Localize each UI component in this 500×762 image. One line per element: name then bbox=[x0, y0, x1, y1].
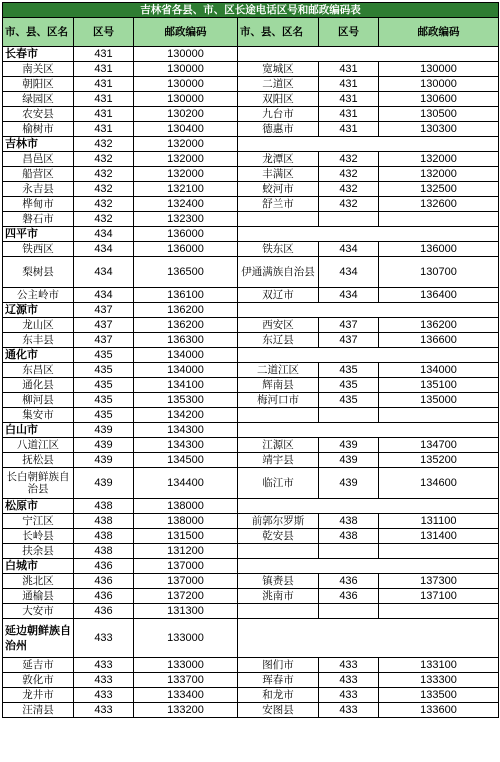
district-name-right: 乾安县 bbox=[238, 529, 319, 544]
table-row bbox=[3, 529, 499, 544]
postal-code-left: 131500 bbox=[134, 529, 238, 544]
district-name-right: 龙潭区 bbox=[238, 152, 319, 167]
city-name: 四平市 bbox=[3, 227, 74, 242]
header-name-left: 市、县、区名 bbox=[3, 18, 74, 47]
district-name-right: 珲春市 bbox=[238, 673, 319, 688]
postal-code-left: 135300 bbox=[134, 393, 238, 408]
city-row bbox=[3, 619, 499, 658]
area-code-left: 433 bbox=[74, 658, 134, 673]
postal-code-left: 130200 bbox=[134, 107, 238, 122]
table-row bbox=[3, 257, 499, 288]
empty-cell bbox=[238, 499, 499, 514]
city-row bbox=[3, 227, 499, 242]
district-name-left: 通化县 bbox=[3, 378, 74, 393]
district-name-left: 集安市 bbox=[3, 408, 74, 423]
postal-code-right: 131400 bbox=[379, 529, 499, 544]
postal-code-table bbox=[2, 2, 499, 718]
postal-code-left: 134500 bbox=[134, 453, 238, 468]
area-code-left: 433 bbox=[74, 703, 134, 718]
area-code-right: 438 bbox=[319, 514, 379, 529]
district-name-left: 抚松县 bbox=[3, 453, 74, 468]
table-row bbox=[3, 77, 499, 92]
area-code-right: 436 bbox=[319, 589, 379, 604]
area-code-left: 435 bbox=[74, 393, 134, 408]
postal-code-right: 131100 bbox=[379, 514, 499, 529]
postal-code-right: 134600 bbox=[379, 468, 499, 499]
district-name-left: 农安县 bbox=[3, 107, 74, 122]
postal-code-right bbox=[379, 544, 499, 559]
postal-code-right: 136400 bbox=[379, 288, 499, 303]
table-container bbox=[2, 2, 498, 718]
district-name-left: 东丰县 bbox=[3, 333, 74, 348]
table-row bbox=[3, 107, 499, 122]
postal-code-left: 133400 bbox=[134, 688, 238, 703]
district-name-right: 九台市 bbox=[238, 107, 319, 122]
district-name-left: 汪清县 bbox=[3, 703, 74, 718]
table-row bbox=[3, 122, 499, 137]
postal-code-right: 133500 bbox=[379, 688, 499, 703]
postal-code-left: 130000 bbox=[134, 62, 238, 77]
postal-code-left: 136100 bbox=[134, 288, 238, 303]
area-code-right: 432 bbox=[319, 167, 379, 182]
area-code-right: 433 bbox=[319, 688, 379, 703]
table-row bbox=[3, 658, 499, 673]
district-name-left: 洮北区 bbox=[3, 574, 74, 589]
table-title: 吉林省各县、市、区长途电话区号和邮政编码表 bbox=[3, 3, 499, 18]
area-code-left: 433 bbox=[74, 688, 134, 703]
empty-cell bbox=[238, 423, 499, 438]
area-code-left: 438 bbox=[74, 514, 134, 529]
district-name-right: 蛟河市 bbox=[238, 182, 319, 197]
table-row bbox=[3, 167, 499, 182]
header-name-right: 市、县、区名 bbox=[238, 18, 319, 47]
postal-code-right bbox=[379, 604, 499, 619]
area-code-left: 432 bbox=[74, 212, 134, 227]
city-area-code: 438 bbox=[74, 499, 134, 514]
district-name-right: 舒兰市 bbox=[238, 197, 319, 212]
district-name-left: 龙山区 bbox=[3, 318, 74, 333]
table-row bbox=[3, 197, 499, 212]
postal-code-right: 130500 bbox=[379, 107, 499, 122]
table-row bbox=[3, 393, 499, 408]
area-code-right: 439 bbox=[319, 438, 379, 453]
district-name-right: 双阳区 bbox=[238, 92, 319, 107]
district-name-left: 延吉市 bbox=[3, 658, 74, 673]
district-name-right: 梅河口市 bbox=[238, 393, 319, 408]
district-name-right: 二道区 bbox=[238, 77, 319, 92]
table-row bbox=[3, 318, 499, 333]
city-row bbox=[3, 303, 499, 318]
table-row bbox=[3, 242, 499, 257]
district-name-left: 铁西区 bbox=[3, 242, 74, 257]
city-row bbox=[3, 559, 499, 574]
district-name-left: 绿园区 bbox=[3, 92, 74, 107]
postal-code-left: 130000 bbox=[134, 92, 238, 107]
postal-code-left: 130000 bbox=[134, 77, 238, 92]
postal-code-right: 134000 bbox=[379, 363, 499, 378]
district-name-right: 西安区 bbox=[238, 318, 319, 333]
area-code-right: 432 bbox=[319, 182, 379, 197]
city-area-code: 433 bbox=[74, 619, 134, 658]
title-row bbox=[3, 3, 499, 18]
city-row bbox=[3, 137, 499, 152]
table-row bbox=[3, 152, 499, 167]
district-name-left: 长白朝鲜族自治县 bbox=[3, 468, 74, 499]
city-area-code: 437 bbox=[74, 303, 134, 318]
area-code-left: 433 bbox=[74, 673, 134, 688]
area-code-left: 432 bbox=[74, 167, 134, 182]
postal-code-left: 136200 bbox=[134, 318, 238, 333]
area-code-right bbox=[319, 544, 379, 559]
district-name-left: 大安市 bbox=[3, 604, 74, 619]
area-code-left: 439 bbox=[74, 453, 134, 468]
district-name-left: 朝阳区 bbox=[3, 77, 74, 92]
area-code-left: 439 bbox=[74, 438, 134, 453]
postal-code-right: 130000 bbox=[379, 62, 499, 77]
district-name-right: 和龙市 bbox=[238, 688, 319, 703]
table-row bbox=[3, 182, 499, 197]
area-code-right: 438 bbox=[319, 529, 379, 544]
district-name-left: 宁江区 bbox=[3, 514, 74, 529]
area-code-right: 437 bbox=[319, 318, 379, 333]
postal-code-right: 135000 bbox=[379, 393, 499, 408]
postal-code-left: 132100 bbox=[134, 182, 238, 197]
city-row bbox=[3, 423, 499, 438]
postal-code-right: 133600 bbox=[379, 703, 499, 718]
city-area-code: 435 bbox=[74, 348, 134, 363]
city-postal-code: 138000 bbox=[134, 499, 238, 514]
empty-cell bbox=[238, 348, 499, 363]
table-row bbox=[3, 438, 499, 453]
postal-code-left: 136000 bbox=[134, 242, 238, 257]
area-code-right: 434 bbox=[319, 288, 379, 303]
city-name: 辽源市 bbox=[3, 303, 74, 318]
area-code-right bbox=[319, 212, 379, 227]
area-code-left: 436 bbox=[74, 574, 134, 589]
district-name-right: 东辽县 bbox=[238, 333, 319, 348]
postal-code-right: 135200 bbox=[379, 453, 499, 468]
district-name-right: 宽城区 bbox=[238, 62, 319, 77]
postal-code-left: 134200 bbox=[134, 408, 238, 423]
table-row bbox=[3, 92, 499, 107]
empty-cell bbox=[238, 303, 499, 318]
area-code-right bbox=[319, 408, 379, 423]
postal-code-left: 134000 bbox=[134, 363, 238, 378]
district-name-right: 德惠市 bbox=[238, 122, 319, 137]
area-code-right: 432 bbox=[319, 197, 379, 212]
table-row bbox=[3, 688, 499, 703]
postal-code-left: 132400 bbox=[134, 197, 238, 212]
postal-code-left: 130400 bbox=[134, 122, 238, 137]
postal-code-left: 138000 bbox=[134, 514, 238, 529]
area-code-right: 435 bbox=[319, 393, 379, 408]
area-code-left: 437 bbox=[74, 333, 134, 348]
area-code-right: 435 bbox=[319, 363, 379, 378]
district-name-left: 龙井市 bbox=[3, 688, 74, 703]
postal-code-left: 134300 bbox=[134, 438, 238, 453]
table-row bbox=[3, 62, 499, 77]
district-name-right: 铁东区 bbox=[238, 242, 319, 257]
table-row bbox=[3, 363, 499, 378]
header-zip-left: 邮政编码 bbox=[134, 18, 238, 47]
area-code-right: 431 bbox=[319, 107, 379, 122]
district-name-left: 昌邑区 bbox=[3, 152, 74, 167]
district-name-right bbox=[238, 212, 319, 227]
postal-code-left: 132300 bbox=[134, 212, 238, 227]
postal-code-right: 130700 bbox=[379, 257, 499, 288]
postal-code-right: 133100 bbox=[379, 658, 499, 673]
district-name-right: 镇赉县 bbox=[238, 574, 319, 589]
city-area-code: 436 bbox=[74, 559, 134, 574]
area-code-right: 434 bbox=[319, 242, 379, 257]
postal-code-right: 135100 bbox=[379, 378, 499, 393]
area-code-left: 431 bbox=[74, 62, 134, 77]
city-postal-code: 132000 bbox=[134, 137, 238, 152]
district-name-left: 长岭县 bbox=[3, 529, 74, 544]
district-name-left: 公主岭市 bbox=[3, 288, 74, 303]
area-code-left: 432 bbox=[74, 182, 134, 197]
area-code-left: 431 bbox=[74, 107, 134, 122]
header-code-right: 区号 bbox=[319, 18, 379, 47]
district-name-right: 丰满区 bbox=[238, 167, 319, 182]
area-code-right: 431 bbox=[319, 92, 379, 107]
area-code-right: 431 bbox=[319, 62, 379, 77]
city-name: 吉林市 bbox=[3, 137, 74, 152]
table-row bbox=[3, 333, 499, 348]
postal-code-left: 137000 bbox=[134, 574, 238, 589]
district-name-right: 双辽市 bbox=[238, 288, 319, 303]
district-name-right: 安图县 bbox=[238, 703, 319, 718]
empty-cell bbox=[238, 47, 499, 62]
district-name-right bbox=[238, 544, 319, 559]
district-name-right: 靖宇县 bbox=[238, 453, 319, 468]
district-name-left: 通榆县 bbox=[3, 589, 74, 604]
area-code-left: 431 bbox=[74, 77, 134, 92]
postal-code-left: 131300 bbox=[134, 604, 238, 619]
city-area-code: 432 bbox=[74, 137, 134, 152]
city-row bbox=[3, 47, 499, 62]
district-name-left: 八道江区 bbox=[3, 438, 74, 453]
area-code-right: 439 bbox=[319, 468, 379, 499]
district-name-left: 梨树县 bbox=[3, 257, 74, 288]
district-name-right: 二道江区 bbox=[238, 363, 319, 378]
table-body bbox=[3, 3, 499, 718]
area-code-left: 438 bbox=[74, 529, 134, 544]
table-row bbox=[3, 468, 499, 499]
district-name-left: 磐石市 bbox=[3, 212, 74, 227]
postal-code-right: 130600 bbox=[379, 92, 499, 107]
postal-code-right: 133300 bbox=[379, 673, 499, 688]
postal-code-right: 137300 bbox=[379, 574, 499, 589]
district-name-right: 前郭尔罗斯 bbox=[238, 514, 319, 529]
table-row bbox=[3, 604, 499, 619]
district-name-left: 柳河县 bbox=[3, 393, 74, 408]
area-code-right: 432 bbox=[319, 152, 379, 167]
city-postal-code: 136200 bbox=[134, 303, 238, 318]
table-row bbox=[3, 288, 499, 303]
postal-code-right: 132000 bbox=[379, 167, 499, 182]
table-row bbox=[3, 378, 499, 393]
area-code-left: 436 bbox=[74, 604, 134, 619]
empty-cell bbox=[238, 619, 499, 658]
district-name-left: 榆树市 bbox=[3, 122, 74, 137]
postal-code-left: 132000 bbox=[134, 167, 238, 182]
district-name-right: 图们市 bbox=[238, 658, 319, 673]
city-name: 长春市 bbox=[3, 47, 74, 62]
area-code-right: 435 bbox=[319, 378, 379, 393]
postal-code-left: 134400 bbox=[134, 468, 238, 499]
area-code-left: 434 bbox=[74, 257, 134, 288]
city-row bbox=[3, 348, 499, 363]
district-name-left: 桦甸市 bbox=[3, 197, 74, 212]
city-postal-code: 130000 bbox=[134, 47, 238, 62]
table-row bbox=[3, 544, 499, 559]
area-code-left: 438 bbox=[74, 544, 134, 559]
district-name-left: 南关区 bbox=[3, 62, 74, 77]
area-code-left: 432 bbox=[74, 152, 134, 167]
postal-code-right bbox=[379, 212, 499, 227]
city-row bbox=[3, 499, 499, 514]
area-code-left: 435 bbox=[74, 378, 134, 393]
area-code-left: 431 bbox=[74, 122, 134, 137]
district-name-left: 敦化市 bbox=[3, 673, 74, 688]
area-code-right: 431 bbox=[319, 122, 379, 137]
district-name-left: 扶余县 bbox=[3, 544, 74, 559]
table-row bbox=[3, 574, 499, 589]
district-name-left: 东昌区 bbox=[3, 363, 74, 378]
district-name-right: 伊通满族自治县 bbox=[238, 257, 319, 288]
area-code-right bbox=[319, 604, 379, 619]
district-name-right bbox=[238, 408, 319, 423]
city-area-code: 439 bbox=[74, 423, 134, 438]
area-code-right: 437 bbox=[319, 333, 379, 348]
area-code-right: 436 bbox=[319, 574, 379, 589]
city-name: 松原市 bbox=[3, 499, 74, 514]
district-name-left: 永吉县 bbox=[3, 182, 74, 197]
empty-cell bbox=[238, 137, 499, 152]
empty-cell bbox=[238, 559, 499, 574]
city-name: 白山市 bbox=[3, 423, 74, 438]
header-row bbox=[3, 18, 499, 47]
city-name: 延边朝鲜族自治州 bbox=[3, 619, 74, 658]
postal-code-left: 131200 bbox=[134, 544, 238, 559]
postal-code-right: 130000 bbox=[379, 77, 499, 92]
postal-code-right: 130300 bbox=[379, 122, 499, 137]
postal-code-right: 136000 bbox=[379, 242, 499, 257]
city-postal-code: 136000 bbox=[134, 227, 238, 242]
area-code-left: 432 bbox=[74, 197, 134, 212]
header-code-left: 区号 bbox=[74, 18, 134, 47]
area-code-left: 435 bbox=[74, 408, 134, 423]
district-name-right bbox=[238, 604, 319, 619]
city-area-code: 434 bbox=[74, 227, 134, 242]
district-name-right: 临江市 bbox=[238, 468, 319, 499]
city-postal-code: 133000 bbox=[134, 619, 238, 658]
area-code-left: 435 bbox=[74, 363, 134, 378]
postal-code-right: 134700 bbox=[379, 438, 499, 453]
postal-code-left: 133700 bbox=[134, 673, 238, 688]
city-postal-code: 137000 bbox=[134, 559, 238, 574]
area-code-left: 431 bbox=[74, 92, 134, 107]
table-row bbox=[3, 212, 499, 227]
postal-code-right: 137100 bbox=[379, 589, 499, 604]
area-code-left: 439 bbox=[74, 468, 134, 499]
table-row bbox=[3, 703, 499, 718]
table-row bbox=[3, 453, 499, 468]
city-name: 通化市 bbox=[3, 348, 74, 363]
city-name: 白城市 bbox=[3, 559, 74, 574]
area-code-right: 439 bbox=[319, 453, 379, 468]
postal-code-left: 132000 bbox=[134, 152, 238, 167]
city-postal-code: 134000 bbox=[134, 348, 238, 363]
postal-code-right: 136200 bbox=[379, 318, 499, 333]
area-code-right: 433 bbox=[319, 673, 379, 688]
empty-cell bbox=[238, 227, 499, 242]
area-code-left: 437 bbox=[74, 318, 134, 333]
area-code-right: 433 bbox=[319, 658, 379, 673]
postal-code-left: 136300 bbox=[134, 333, 238, 348]
area-code-left: 434 bbox=[74, 242, 134, 257]
table-row bbox=[3, 673, 499, 688]
district-name-right: 辉南县 bbox=[238, 378, 319, 393]
area-code-right: 434 bbox=[319, 257, 379, 288]
postal-code-right: 132500 bbox=[379, 182, 499, 197]
postal-code-right bbox=[379, 408, 499, 423]
table-row bbox=[3, 408, 499, 423]
area-code-left: 434 bbox=[74, 288, 134, 303]
postal-code-left: 136500 bbox=[134, 257, 238, 288]
district-name-right: 洮南市 bbox=[238, 589, 319, 604]
table-row bbox=[3, 589, 499, 604]
table-row bbox=[3, 514, 499, 529]
postal-code-right: 136600 bbox=[379, 333, 499, 348]
area-code-right: 431 bbox=[319, 77, 379, 92]
postal-code-left: 137200 bbox=[134, 589, 238, 604]
city-postal-code: 134300 bbox=[134, 423, 238, 438]
postal-code-left: 133200 bbox=[134, 703, 238, 718]
city-area-code: 431 bbox=[74, 47, 134, 62]
area-code-left: 436 bbox=[74, 589, 134, 604]
header-zip-right: 邮政编码 bbox=[379, 18, 499, 47]
district-name-left: 船营区 bbox=[3, 167, 74, 182]
area-code-right: 433 bbox=[319, 703, 379, 718]
postal-code-left: 133000 bbox=[134, 658, 238, 673]
postal-code-right: 132000 bbox=[379, 152, 499, 167]
postal-code-right: 132600 bbox=[379, 197, 499, 212]
district-name-right: 江源区 bbox=[238, 438, 319, 453]
postal-code-left: 134100 bbox=[134, 378, 238, 393]
